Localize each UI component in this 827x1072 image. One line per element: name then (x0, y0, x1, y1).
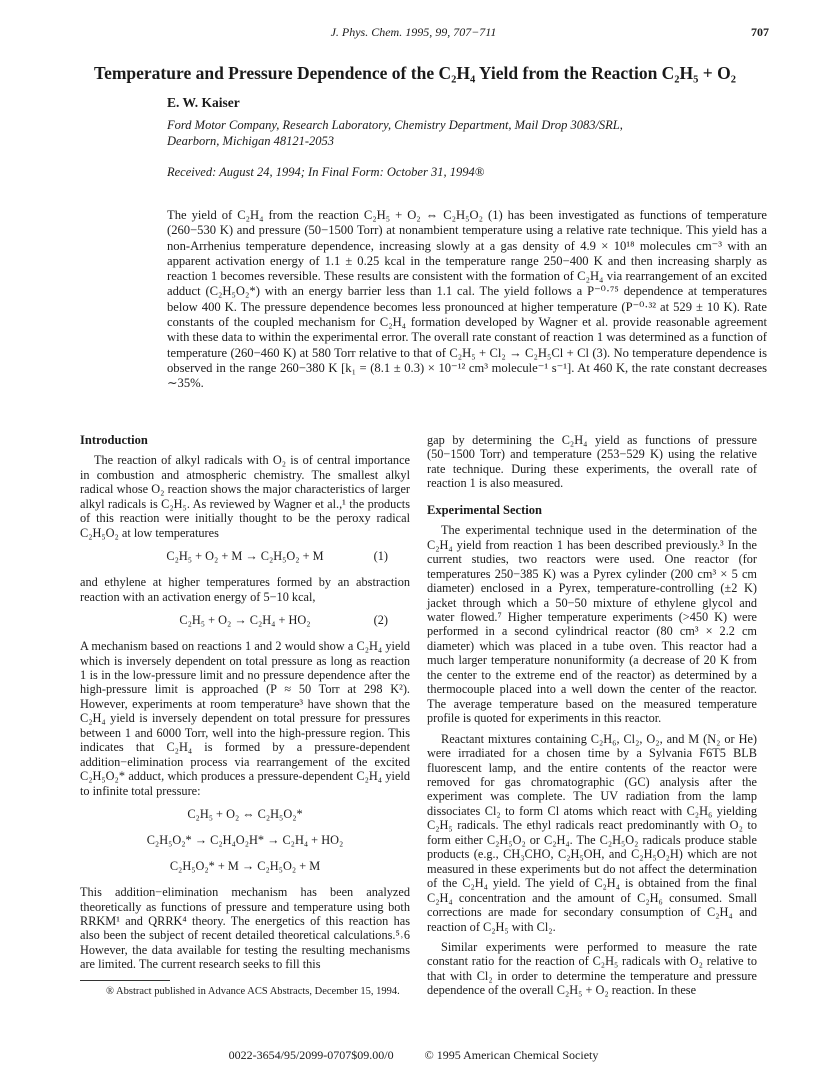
equation-expression: C₂H₅ + O₂ + M → C₂H₅O₂ + M (166, 549, 324, 564)
equation (80, 833, 410, 850)
journal-citation: J. Phys. Chem. 1995, 99, 707−711 (330, 25, 497, 39)
abstract: The yield of C₂H₄ from the reaction C₂H₅ + O₂ ⇔ C₂H₅O₂ (1) has been investigated as functions of temperature (260−530 K) and pressure (50−1500 Torr) at nonambient temperature using a relative rate technique. This yield has a non-Arrhenius temperature dependence, increasing slowly at a gas density of 4.9 × 10¹⁸ molecules cm⁻³ with an apparent activation energy of 1.1 ± 0.25 kcal in the temperature range 250−400 K and then increasing sharply as reaction 1 becomes reversible. These results are consistent with the formation of C₂H₄ via rearrangement of an excited adduct (C₂H₅O₂*) with an energy barrier less than 1.1 cal. The yield follows a P⁻⁰·⁷⁵ dependence at temperatures below 400 K. The pressure dependence becomes less pronounced at higher temperature (P⁻⁰·³² at 529 ± 10 K). Rate constants of the coupled mechanism for C₂H₄ formation developed by Wagner et al. provide reasonable agreement with these data to within the experimental error. The overall rate constant of reaction 1 was determined as a function of temperature (260−460 K) at 580 Torr relative to that of C₂H₅ + Cl₂ → C₂H₅Cl + Cl (3). No temperature dependence is observed in the range 260−380 K [k₁ = (8.1 ± 0.3) × 10⁻¹² cm³ molecule⁻¹ s⁻¹]. At 460 K, the rate constant decreases ∼35%. (167, 208, 767, 391)
affiliation-line: Ford Motor Company, Research Laboratory, Chemistry Department, Mail Drop 3083/SRL, (167, 118, 623, 132)
equation-number: (1) (373, 549, 388, 564)
left-column (80, 433, 410, 998)
article-title: Temperature and Pressure Dependence of the C₂H₄ Yield from the Reaction C₂H₅ + O₂ (94, 63, 736, 83)
author-line: E. W. Kaiser (167, 95, 240, 110)
footnote-rule (80, 980, 170, 981)
equation-number: (2) (373, 613, 388, 628)
equation (80, 859, 410, 876)
equation (80, 613, 410, 630)
affiliation-line: Dearborn, Michigan 48121-2053 (167, 134, 334, 148)
body-paragraph: Similar experiments were performed to measure the rate constant ratio for the reaction of C₂H₅ radicals with O₂ relative to that with Cl₂ in order to determine the temperature and pressure dependence of the overall C₂H₅ + O₂ reaction. In these (427, 939, 757, 998)
footnote: ® Abstract published in Advance ACS Abstracts, December 15, 1994. (106, 985, 400, 997)
body-paragraph: The experimental technique used in the determination of the C₂H₄ yield from reaction 1 has been described previously.³ In the current studies, two reactors were used. One reactor (for temperatures 250−385 K) was a Pyrex cylinder (200 cm³ × 5 cm diameter) enclosed in a Pyrex, temperature-controlling (±2 K) jacket through which a 50−50 mixture of ethylene glycol and water flowed.⁷ Higher temperature experiments (>450 K) were performed in a second cylindrical reactor (80 cm³ × 2.2 cm diameter) which was placed in a tube oven. This reactor had a much larger temperature nonuniformity (a decrease of 20 K from the center to the extreme end of the reactor) as determined by a thermocouple placed into a well down the center of the reactor. The average temperature based on the measured temperature profile is quoted for experiments in this reactor. (427, 523, 757, 726)
intro-paragraph: A mechanism based on reactions 1 and 2 would show a C₂H₄ yield which is inversely dependent on total pressure as long as reaction 1 is in the low-pressure limit and no pressure dependence after the high-pressure limit is approached (P ≈ 50 Torr at 298 K²). However, experiments at room temperature³ have shown that the C₂H₄ yield is inversely dependent on total pressure for pressures between 1 and 6000 Torr, well into the high-pressure region. This indicates that C₂H₄ is formed by a pressure-dependent addition−elimination process via rearrangement of the excited C₂H₅O₂* adduct, which produces a pressure-dependent C₂H₄ yield to infinite total pressure: (80, 639, 410, 798)
equation-expression: C₂H₅ + O₂ ⇔ C₂H₅O₂* (187, 807, 303, 822)
intro-paragraph: and ethylene at higher temperatures formed by an abstraction reaction with an activation energy of 5−10 kcal, (80, 575, 410, 604)
running-header (0, 25, 827, 41)
page-footer (0, 1048, 827, 1063)
received-dates: Received: August 24, 1994; In Final Form: October 31, 1994® (167, 165, 485, 179)
introduction-heading: Introduction (80, 433, 148, 447)
intro-paragraph: The reaction of alkyl radicals with O₂ is of central importance in combustion and atmospheric chemistry. The smallest alkyl radical whose O₂ reaction shows the major characteristics of larger alkyl radicals is C₂H₅. As reviewed by Wagner et al.,¹ the products of this reaction were initially thought to be the peroxy radical C₂H₅O₂ at low temperatures (80, 453, 410, 540)
copyright-notice: © 1995 American Chemical Society (424, 1048, 599, 1062)
experimental-heading: Experimental Section (427, 502, 542, 517)
body-paragraph: gap by determining the C₂H₄ yield as functions of pressure (50−1500 Torr) and temperature (253−529 K) using the relative rate technique. During these experiments, the overall rate of reaction 1 is also measured. (427, 433, 757, 491)
equation-expression: C₂H₅O₂* → C₂H₄O₂H* → C₂H₄ + HO₂ (146, 833, 344, 848)
affiliation (167, 117, 727, 149)
equation-expression: C₂H₅O₂* + M → C₂H₅O₂ + M (169, 859, 321, 874)
page-number: 707 (751, 25, 769, 39)
right-column (427, 433, 757, 998)
equation (80, 549, 410, 566)
equation-expression: C₂H₅ + O₂ → C₂H₄ + HO₂ (179, 613, 311, 628)
article-code: 0022-3654/95/2099-0707$09.00/0 (228, 1048, 394, 1062)
equation (80, 807, 410, 824)
body-paragraph: Reactant mixtures containing C₂H₆, Cl₂, O₂, and M (N₂ or He) were irradiated for a chosen time by a Sylvania F6T5 BLB fluorescent lamp, and the entire contents of the reactor were removed for gas chromatographic (GC) analysis after the experiment was complete. The UV radiation from the lamp dissociates Cl₂ to form Cl atoms which react with C₂H₆ yielding C₂H₅ radicals. The ethyl radicals react predominantly with O₂ to form either C₂H₅O₂ or C₂H₄. The C₂H₅O₂ radicals produce stable products (e.g., CH₃CHO, C₂H₅OH, and C₂H₅O₂H) which are not measured in these experiments but do not affect the determination of the C₂H₄ yield. The yield of C₂H₄ is obtained from the final C₂H₄ concentration and the amount of C₂H₆ consumed. Small corrections are made for secondary consumption of C₂H₄ and reaction of C₂H₅ with Cl₂. (427, 731, 757, 934)
intro-paragraph: This addition−elimination mechanism has been analyzed theoretically as functions of pressure and temperature using both RRKM¹ and QRRK⁴ theory. The energetics of this reaction has also been the subject of recent detailed theoretical calculations.⁵˒6 However, the data available for testing the resulting mechanisms are limited. The current research seeks to fill this (80, 885, 410, 972)
